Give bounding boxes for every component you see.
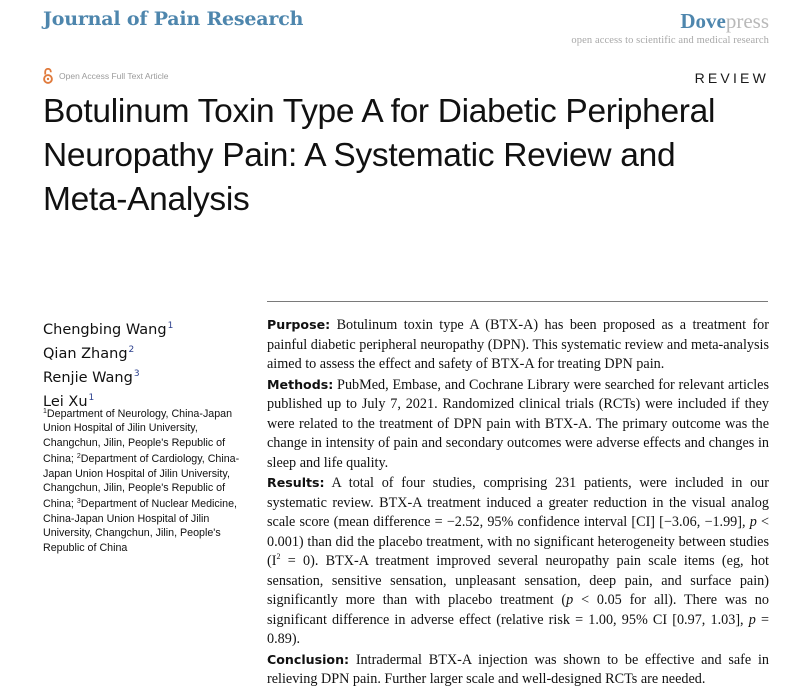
- publisher-logo[interactable]: [571, 9, 769, 46]
- abstract-heading: Results:: [267, 475, 325, 490]
- abstract-purpose: [267, 315, 769, 375]
- article-title-line: Neuropathy Pain: A Systematic Review and: [43, 137, 676, 174]
- publisher-brand-secondary: press: [725, 9, 769, 33]
- abstract-heading: Purpose:: [267, 317, 331, 332]
- abstract-text: Botulinum toxin type A (BTX-A) has been proposed as a treatment for painful diabetic peripheral neuropathy (DPN). This systematic review and meta-analysis aimed to assess the effect and safety of BTX-A for treating DPN pain.: [267, 317, 769, 372]
- abstract-text: Intradermal BTX-A injection was shown to be effective and safe in relieving DPN pain. Further larger scale and well-designed RCTs are needed.: [267, 651, 769, 687]
- abstract-heading: Methods:: [267, 376, 334, 392]
- affiliation-marker[interactable]: 3: [133, 369, 140, 379]
- p-value-symbol: p: [748, 611, 756, 628]
- abstract-heading: Conclusion:: [267, 651, 350, 667]
- abstract-text: A total of four studies, comprising 231 patients, were included in our systematic review. BTX-A treatment induced a greater reduction in the visual analog scale score (mean difference = −2.52, 95% confidence interval [CI] [−3.06, −1.99],: [267, 475, 769, 530]
- affiliation-marker[interactable]: 1: [167, 321, 174, 331]
- journal-title[interactable]: Journal of Pain Research: [43, 8, 304, 30]
- publisher-brand-primary: Dove: [680, 9, 726, 33]
- article-title-line: Meta-Analysis: [43, 181, 250, 218]
- author-name[interactable]: Renjie Wang: [43, 370, 133, 386]
- article-title-line: Botulinum Toxin Type A for Diabetic Peripheral: [43, 93, 716, 130]
- abstract-methods: [267, 375, 769, 474]
- abstract-text: = 0). BTX-A treatment improved several neuropathy pain scale items (eg, hot sensation, sensitive sensation, unpleasant sensation, deep pain, and surface pain) significantly more than with placebo treatment (: [267, 553, 769, 608]
- p-value-symbol: p: [566, 592, 574, 608]
- author: [43, 340, 173, 364]
- abstract-text: < 0.001) than did the placebo treatment, with no significant heterogeneity between studies (I: [267, 514, 769, 569]
- author-name[interactable]: Chengbing Wang: [43, 322, 167, 338]
- open-access-lock-icon: [43, 68, 53, 84]
- affiliation-marker[interactable]: 2: [128, 345, 135, 355]
- article-type-label: REVIEW: [694, 70, 769, 86]
- abstract-text: PubMed, Embase, and Cochrane Library were searched for relevant articles published up to July 7, 2021. Randomized clinical trials (RCTs) were included if they were related to the treatment of DPN pain with BTX-A. The primary outcome was the change in intensity of pain and secondary outcomes were adverse effects and changes in sleep and life quality.: [267, 376, 769, 471]
- affiliation-number: 3: [76, 498, 81, 506]
- affiliation-marker[interactable]: 1: [88, 393, 95, 403]
- affiliation-text: Department of Cardiology, China-Japan Union Hospital of Jilin University, Changchun, Jilin, People's Republic of China;: [43, 453, 240, 511]
- publisher-brand: [571, 9, 769, 33]
- open-access-badge: [43, 68, 168, 84]
- affiliation-text: Department of Neurology, China-Japan Union Hospital of Jilin University, Changchun, Jilin, People's Republic of China;: [43, 408, 233, 466]
- open-access-label: Open Access Full Text Article: [59, 71, 169, 81]
- abstract-results: [267, 473, 769, 650]
- abstract: [267, 315, 769, 690]
- author-name[interactable]: Lei Xu: [43, 394, 88, 410]
- publisher-tagline: open access to scientific and medical research: [571, 35, 769, 46]
- abstract-text: = 0.89).: [267, 611, 769, 647]
- article-title: [43, 90, 773, 222]
- author-name[interactable]: Qian Zhang: [43, 346, 128, 362]
- p-value-symbol: p: [749, 514, 757, 530]
- author: [43, 316, 173, 340]
- affiliation-number: 2: [76, 453, 81, 461]
- abstract-text: < 0.05 for all). There was no significant difference in adverse effect (relative risk = 1.00, 95% CI [0.97, 1.03],: [267, 592, 769, 628]
- superscript: 2: [276, 552, 281, 561]
- affiliation-text: Department of Nuclear Medicine, China-Japan Union Hospital of Jilin University, Changchun, Jilin, People's Republic of China: [43, 498, 238, 554]
- abstract-conclusion: [267, 650, 769, 690]
- affiliations: [43, 405, 258, 555]
- abstract-divider: [267, 301, 768, 302]
- author: [43, 364, 173, 388]
- affiliation-number: 1: [43, 408, 47, 415]
- author-list: [43, 316, 173, 412]
